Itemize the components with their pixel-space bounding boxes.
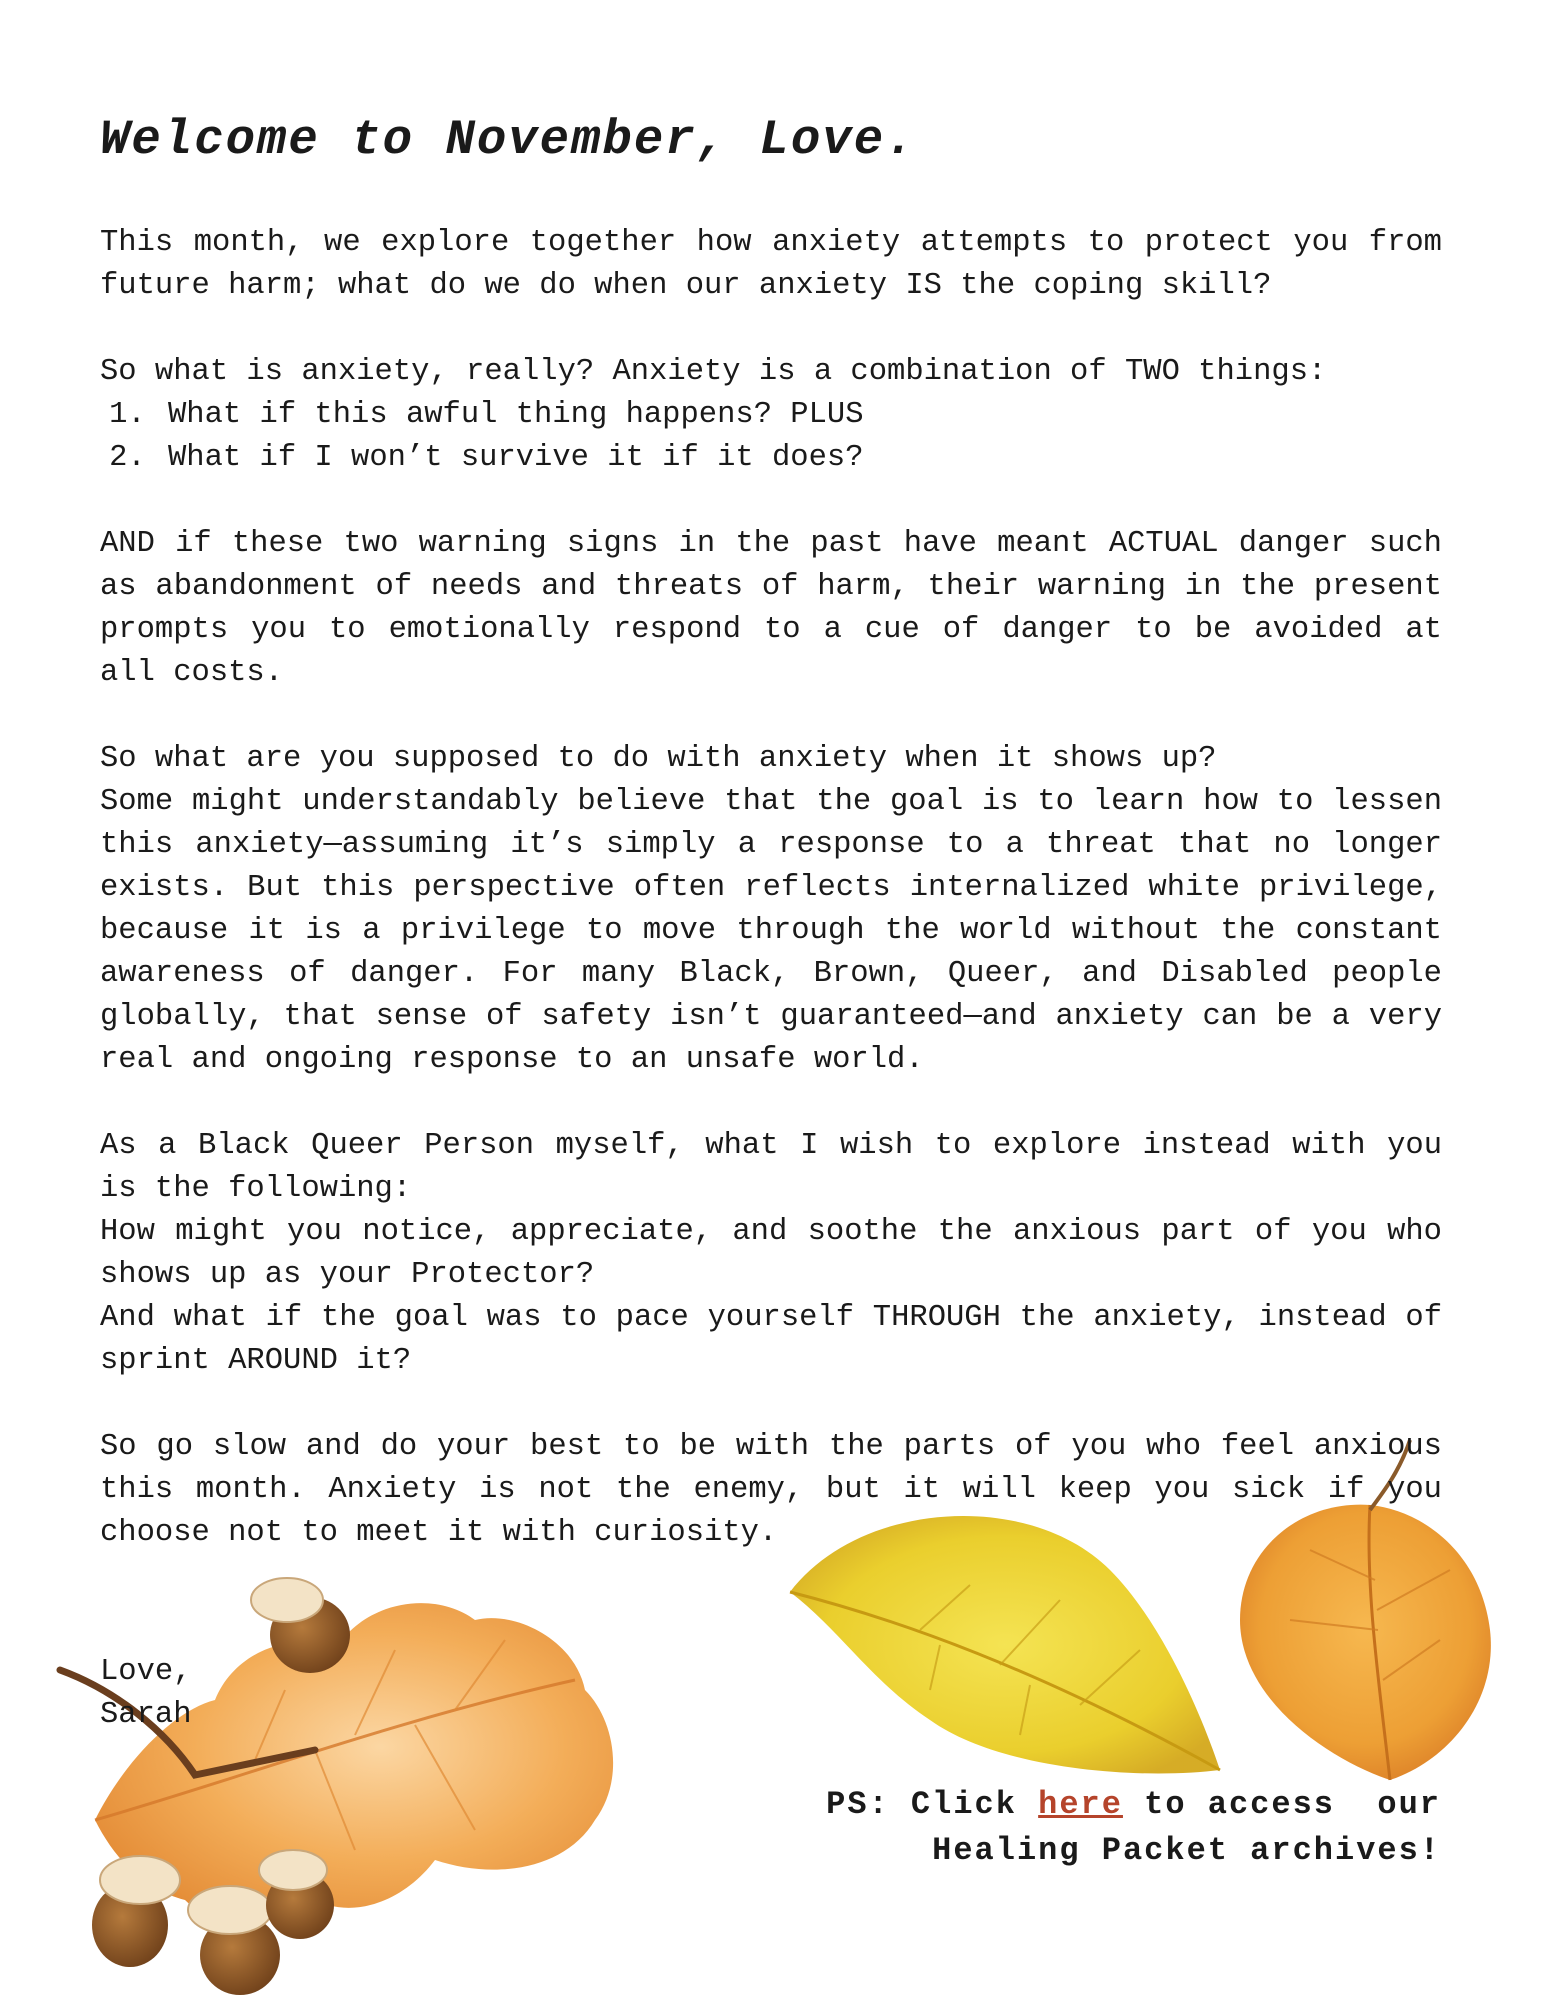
question-line: So what is anxiety, really? Anxiety is a combination of TWO things: — [100, 355, 1327, 389]
list-item: 2. What if I won’t survive it if it does? — [164, 437, 1442, 480]
letter-body — [100, 222, 1442, 1598]
warning-paragraph: AND if these two warning signs in the past have meant ACTUAL danger such as abandonment of needs and threats of harm, their warning in the present prompts you to emotionally respond to a cue of danger to be avoided at all costs. — [100, 527, 1442, 690]
ps-line-2: Healing Packet archives! — [932, 1832, 1441, 1869]
oak-leaf-illustration — [55, 1560, 655, 1999]
signature-block — [100, 1651, 192, 1737]
archives-link[interactable]: here — [1038, 1786, 1123, 1823]
protector-question: How might you notice, appreciate, and soothe the anxious part of you who shows up as your Protector? — [100, 1215, 1442, 1292]
what-to-do-line: So what are you supposed to do with anxiety when it shows up? — [100, 742, 1217, 776]
ps-line-1 — [721, 1782, 1441, 1828]
pace-question: And what if the goal was to pace yourself THROUGH the anxiety, instead of sprint AROUND it? — [100, 1301, 1442, 1378]
signature-name: Sarah — [100, 1698, 192, 1732]
list-item: 1. What if this awful thing happens? PLUS — [164, 394, 1442, 437]
privilege-paragraph: Some might understandably believe that the goal is to learn how to lessen this anxiety—assuming it’s simply a response to a threat that no longer exists. But this perspective often reflects internalized white privilege, because it is a privilege to move through the world without the constant awareness of danger. For many Black, Brown, Queer, and Disabled people globally, that sense of safety isn’t guaranteed—and anxiety can be a very real and ongoing response to an unsafe world. — [100, 785, 1442, 1077]
acorn-icon — [259, 1850, 334, 1939]
ps-prefix: PS: Click — [826, 1786, 1039, 1823]
anxiety-list — [100, 394, 1442, 480]
closing-paragraph: So go slow and do your best to be with the parts of you who feel anxious this month. Anxiety is not the enemy, but it will keep you sick if you choose not to meet it with curiosity. — [100, 1430, 1442, 1550]
acorn-icon — [92, 1856, 180, 1967]
signoff: Love, — [100, 1655, 192, 1689]
page-title: Welcome to November, Love. — [100, 112, 917, 168]
ps-suffix: to access our — [1122, 1786, 1441, 1823]
explore-paragraph: As a Black Queer Person myself, what I wish to explore instead with you is the following: — [100, 1129, 1442, 1206]
intro-paragraph: This month, we explore together how anxiety attempts to protect you from future harm; what do we do when our anxiety IS the coping skill? — [100, 226, 1442, 303]
ps-note — [721, 1782, 1441, 1874]
